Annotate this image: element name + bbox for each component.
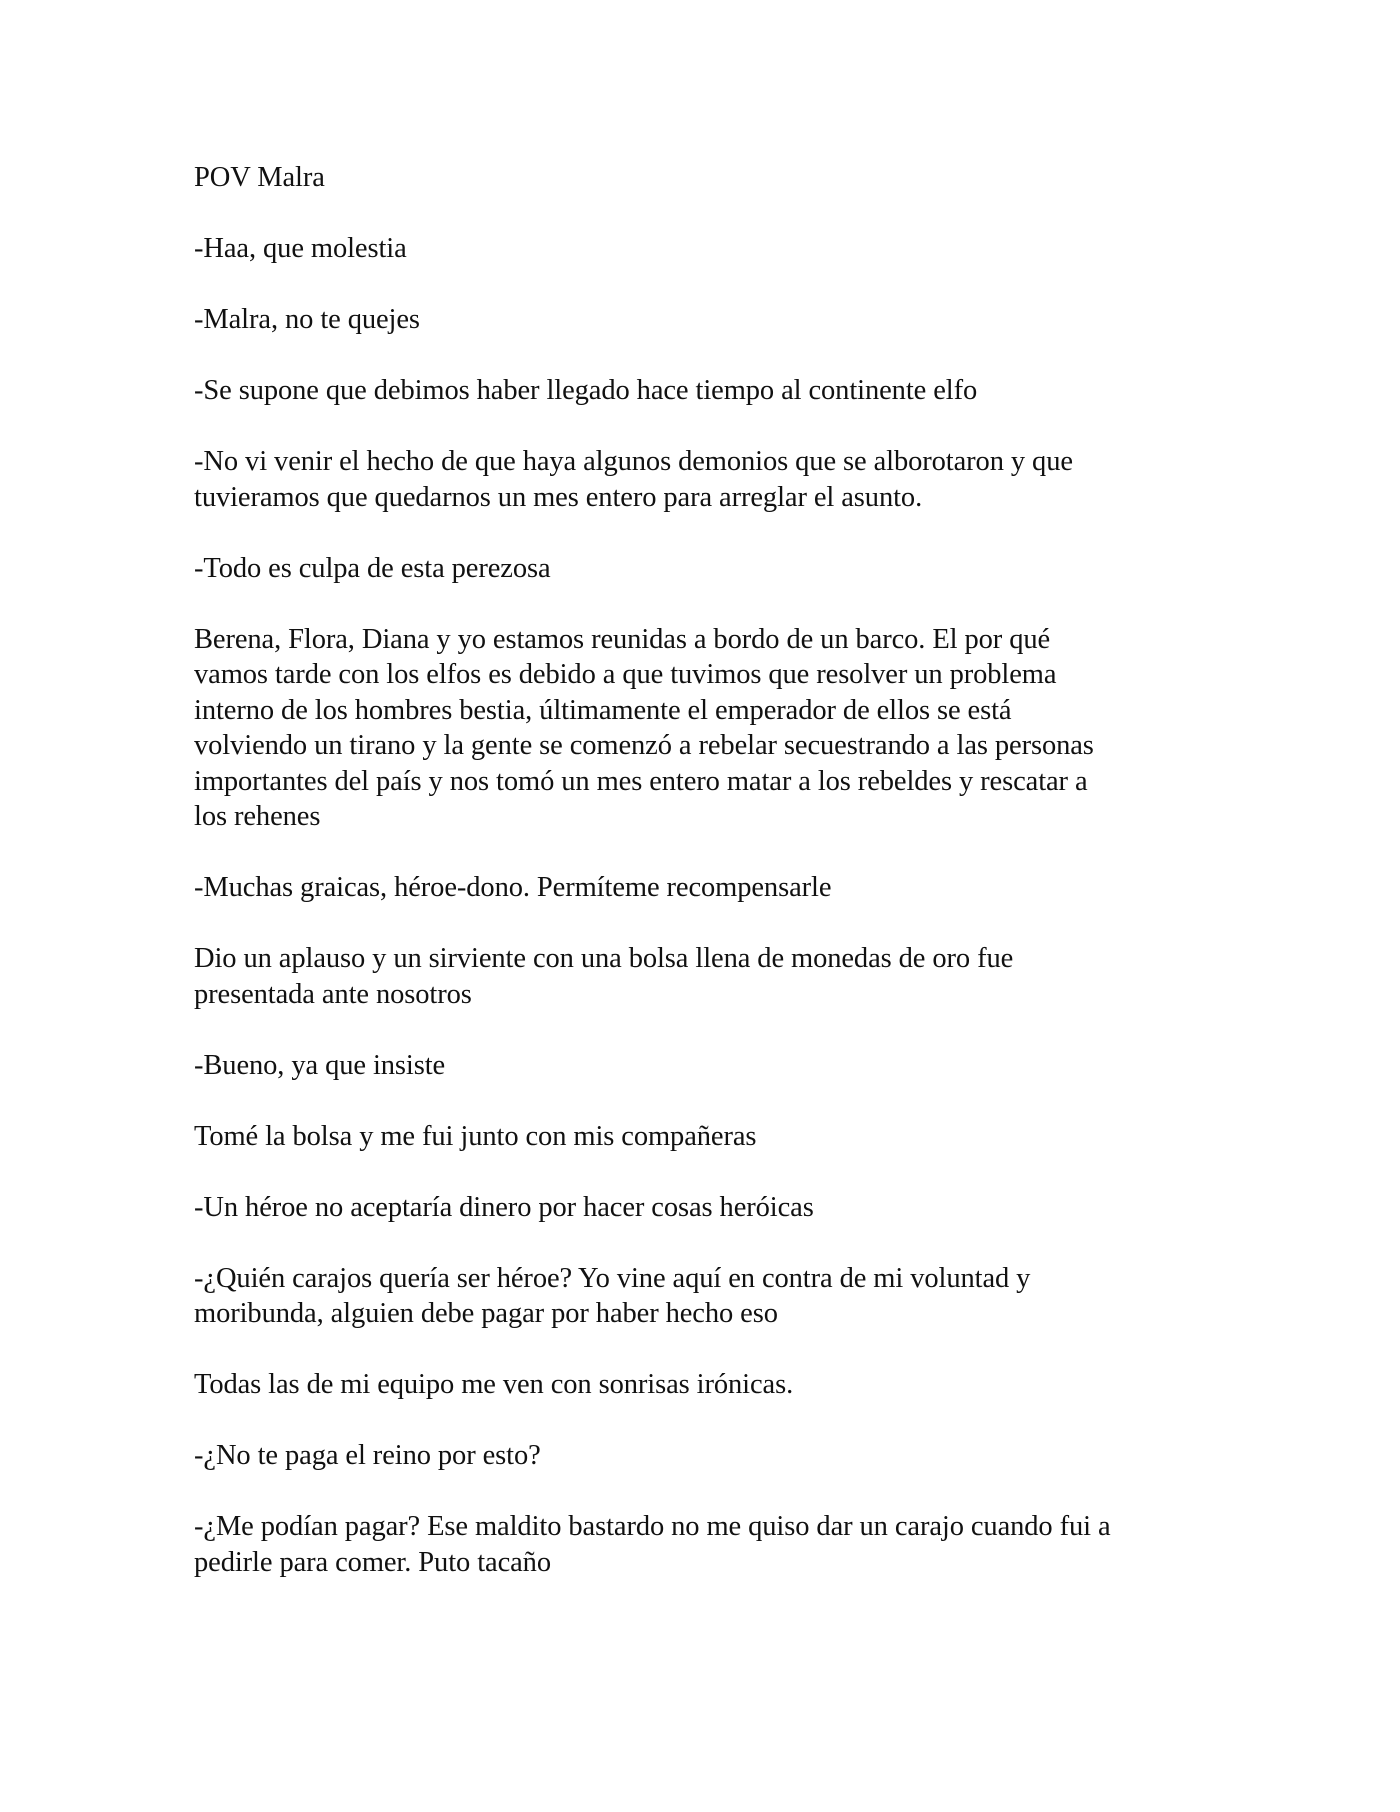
text-line: interno de los hombres bestia, últimamente el emperador de ellos se está [194, 694, 1012, 726]
text-line: Dio un aplauso y un sirviente con una bolsa llena de monedas de oro fue [194, 943, 1014, 974]
text-line: -¿Quién carajos quería ser héroe? Yo vine aquí en contra de mi voluntad y [194, 1262, 1031, 1294]
paragraph-dialogue [194, 1190, 1224, 1226]
paragraph-narration [194, 941, 1224, 1012]
text-line: POV Malra [194, 162, 325, 193]
text-line: -Haa, que molestia [194, 233, 407, 264]
text-line: volviendo un tirano y la gente se comenzó a rebelar secuestrando a las personas [194, 730, 1094, 761]
text-line: -Malra, no te quejes [194, 304, 420, 335]
text-line: moribunda, alguien debe pagar por haber hecho eso [194, 1298, 778, 1329]
paragraph-pov-heading [194, 160, 1224, 196]
document-body [194, 160, 1224, 1616]
text-line: Berena, Flora, Diana y yo estamos reunidas a bordo de un barco. El por qué [194, 623, 1051, 655]
paragraph-dialogue [194, 373, 1224, 409]
text-line: los rehenes [194, 801, 321, 832]
text-line: importantes del país y nos tomó un mes entero matar a los rebeldes y rescatar a [194, 765, 1088, 797]
text-line: -Muchas graicas, héroe-dono. Permíteme recompensarle [194, 872, 832, 903]
paragraph-dialogue [194, 1438, 1224, 1474]
paragraph-dialogue [194, 870, 1224, 906]
paragraph-narration [194, 1119, 1224, 1155]
text-line: -¿No te paga el reino por esto? [194, 1440, 541, 1471]
text-line: -¿Me podían pagar? Ese maldito bastardo no me quiso dar un carajo cuando fui a [194, 1511, 1111, 1542]
paragraph-dialogue [194, 1048, 1224, 1084]
paragraph-dialogue [194, 551, 1224, 587]
paragraph-dialogue [194, 444, 1224, 515]
paragraph-dialogue [194, 1509, 1224, 1580]
text-line: presentada ante nosotros [194, 978, 472, 1010]
text-line: -No vi venir el hecho de que haya algunos demonios que se alborotaron y que [194, 446, 1073, 477]
paragraph-narration [194, 622, 1224, 835]
paragraph-dialogue [194, 231, 1224, 267]
paragraph-dialogue [194, 302, 1224, 338]
text-line: -Se supone que debimos haber llegado hace tiempo al continente elfo [194, 375, 978, 406]
paragraph-narration [194, 1367, 1224, 1403]
text-line: tuvieramos que quedarnos un mes entero para arreglar el asunto. [194, 481, 923, 513]
text-line: vamos tarde con los elfos es debido a que tuvimos que resolver un problema [194, 659, 1057, 690]
text-line: -Todo es culpa de esta perezosa [194, 552, 551, 584]
text-line: Tomé la bolsa y me fui junto con mis compañeras [194, 1120, 757, 1152]
text-line: pedirle para comer. Puto tacaño [194, 1546, 551, 1578]
text-line: Todas las de mi equipo me ven con sonrisas irónicas. [194, 1369, 794, 1400]
text-line: -Un héroe no aceptaría dinero por hacer cosas heróicas [194, 1191, 814, 1223]
paragraph-dialogue [194, 1261, 1224, 1332]
text-line: -Bueno, ya que insiste [194, 1049, 446, 1081]
